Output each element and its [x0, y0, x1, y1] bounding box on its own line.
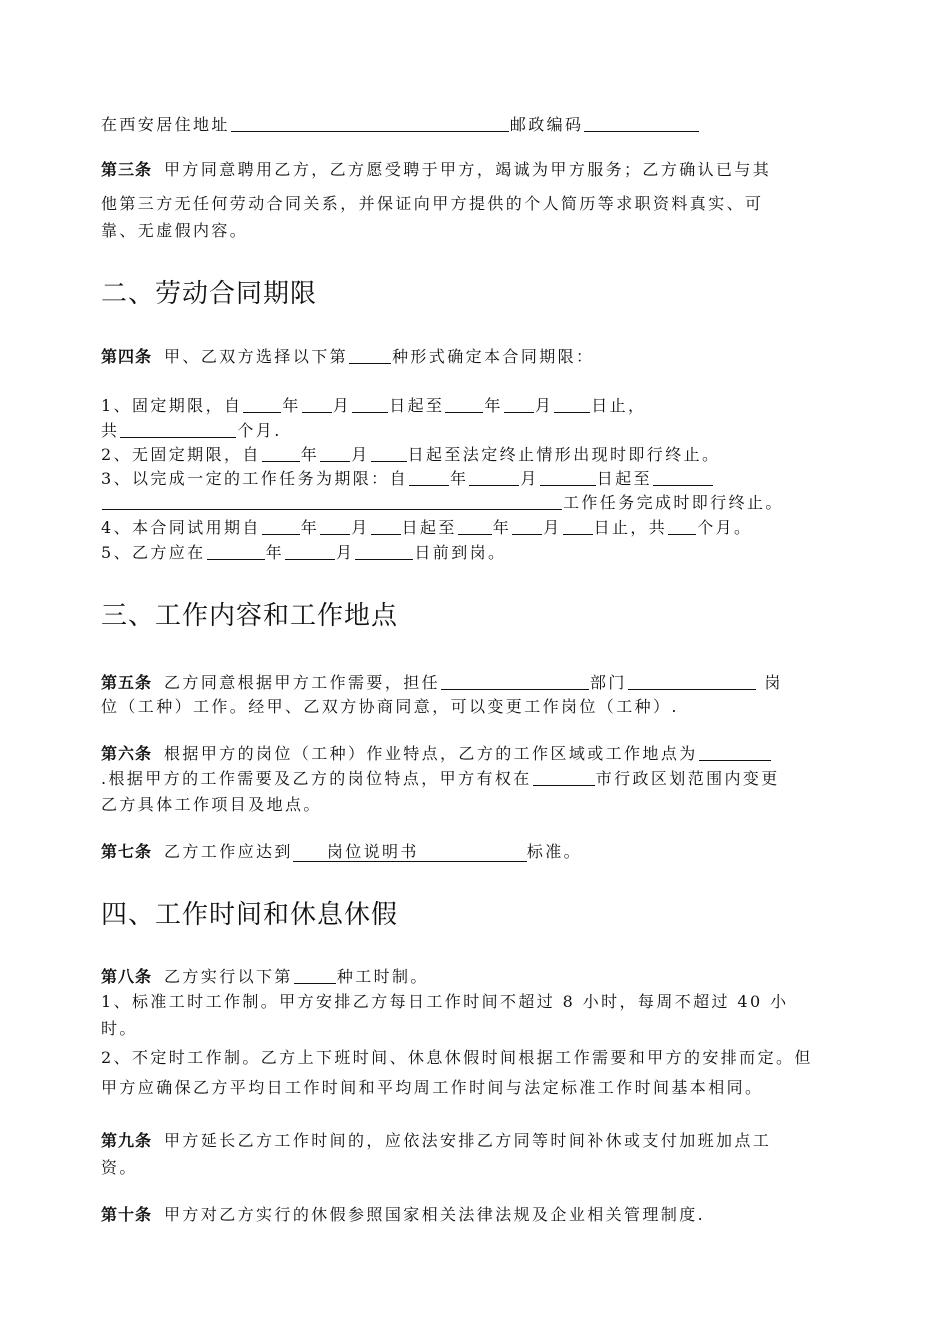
work-location-blank[interactable]	[699, 744, 771, 761]
article-10-line: 第十条 甲方对乙方实行的休假参照国家相关法律法规及企业相关管理制度.	[101, 1205, 706, 1224]
blank[interactable]	[512, 518, 542, 535]
option-3-line: 3、以完成一定的工作任务为期限：自 年 月 日起至	[101, 468, 714, 490]
article-5-line2: 位（工种）工作。经甲、乙双方协商同意，可以变更工作岗位（工种）.	[101, 697, 679, 716]
article-8-item1: 1、标准工时工作制。甲方安排乙方每日工作时间不超过 8 小时，每周不超过 40 小	[101, 992, 789, 1011]
section-4-heading: 四、工作时间和休息休假	[101, 900, 399, 930]
blank[interactable]	[668, 518, 696, 535]
blank[interactable]	[320, 518, 350, 535]
blank[interactable]	[554, 396, 590, 413]
blank[interactable]	[469, 469, 519, 486]
blank[interactable]	[285, 543, 335, 560]
article-6-line2: .根据甲方的工作需要及乙方的岗位特点，甲方有权在 市行政区划范围内变更	[101, 769, 780, 788]
blank[interactable]	[355, 543, 413, 560]
section-3-heading: 三、工作内容和工作地点	[101, 601, 399, 631]
article-9-line1: 第九条 甲方延长乙方工作时间的，应依法安排乙方同等时间补休或支付加班加点工	[101, 1131, 772, 1150]
option-1-line: 1、固定期限，自 年 月 日起至 年 月 日止，	[101, 396, 647, 415]
section-2-heading: 二、劳动合同期限	[101, 279, 318, 309]
article-4-line: 第四条 甲、乙双方选择以下第 种形式确定本合同期限：	[101, 347, 595, 366]
blank[interactable]	[371, 518, 401, 535]
article-8-item1-cont: 时。	[101, 1019, 138, 1038]
blank[interactable]	[207, 543, 265, 560]
article-3-line3: 靠、无虚假内容。	[101, 221, 249, 240]
article-8-line: 第八条 乙方实行以下第 种工时制。	[101, 967, 429, 986]
article-8-item2: 2、不定时工作制。乙方上下班时间、休息休假时间根据工作需要和甲方的安排而定。但	[101, 1048, 813, 1067]
postcode-blank[interactable]	[584, 115, 699, 132]
blank[interactable]	[302, 396, 332, 413]
blank[interactable]	[458, 518, 492, 535]
article-6-line1: 第六条 根据甲方的岗位（工种）作业特点，乙方的工作区域或工作地点为	[101, 743, 772, 765]
option-2-line: 2、无固定期限，自 年 月 日起至法定终止情形出现时即行终止。	[101, 445, 721, 464]
city-blank[interactable]	[533, 769, 595, 786]
form-choice-blank[interactable]	[349, 347, 391, 364]
article-9-line2: 资。	[101, 1158, 138, 1177]
article-8-item2-cont: 甲方应确保乙方平均日工作时间和平均周工作时间与法定标准工作时间基本相同。	[101, 1078, 764, 1097]
blank[interactable]	[262, 518, 300, 535]
address-line: 在西安居住地址 邮政编码	[101, 114, 700, 136]
blank[interactable]	[262, 445, 300, 462]
blank[interactable]	[653, 469, 713, 486]
option-4-line: 4、本合同试用期自 年 月 日起至 年 月 日止，共 个月。	[101, 518, 753, 537]
standard-filled-field[interactable]: 岗位说明书	[293, 842, 527, 862]
article-5-line1: 第五条 乙方同意根据甲方工作需要，担任 部门 岗	[101, 673, 783, 692]
blank[interactable]	[243, 396, 281, 413]
blank[interactable]	[445, 396, 483, 413]
article-7-line: 第七条 乙方工作应达到 岗位说明书 标准。	[101, 842, 583, 861]
blank[interactable]	[504, 396, 534, 413]
blank[interactable]	[352, 396, 388, 413]
option-3-line2: 工作任务完成时即行终止。	[101, 492, 784, 514]
blank[interactable]	[563, 518, 593, 535]
blank[interactable]	[120, 421, 236, 438]
blank[interactable]	[102, 493, 562, 510]
blank[interactable]	[371, 445, 407, 462]
option-5-line: 5、乙方应在 年 月 日前到岗。	[101, 543, 507, 562]
option-1-line2: 共 个月.	[101, 421, 282, 440]
blank[interactable]	[540, 469, 596, 486]
article-3-line1: 第三条 甲方同意聘用乙方，乙方愿受聘于甲方，竭诚为甲方服务；乙方确认已与其	[101, 160, 772, 179]
article-6-line3: 乙方具体工作项目及地点。	[101, 795, 322, 814]
position-blank[interactable]	[628, 673, 756, 690]
blank[interactable]	[409, 469, 449, 486]
article-3-line2: 他第三方无任何劳动合同关系，并保证向甲方提供的个人简历等求职资料真实、可	[101, 194, 764, 213]
blank[interactable]	[320, 445, 350, 462]
department-blank[interactable]	[441, 673, 589, 690]
address-blank[interactable]	[231, 115, 509, 132]
hours-type-blank[interactable]	[294, 967, 336, 984]
